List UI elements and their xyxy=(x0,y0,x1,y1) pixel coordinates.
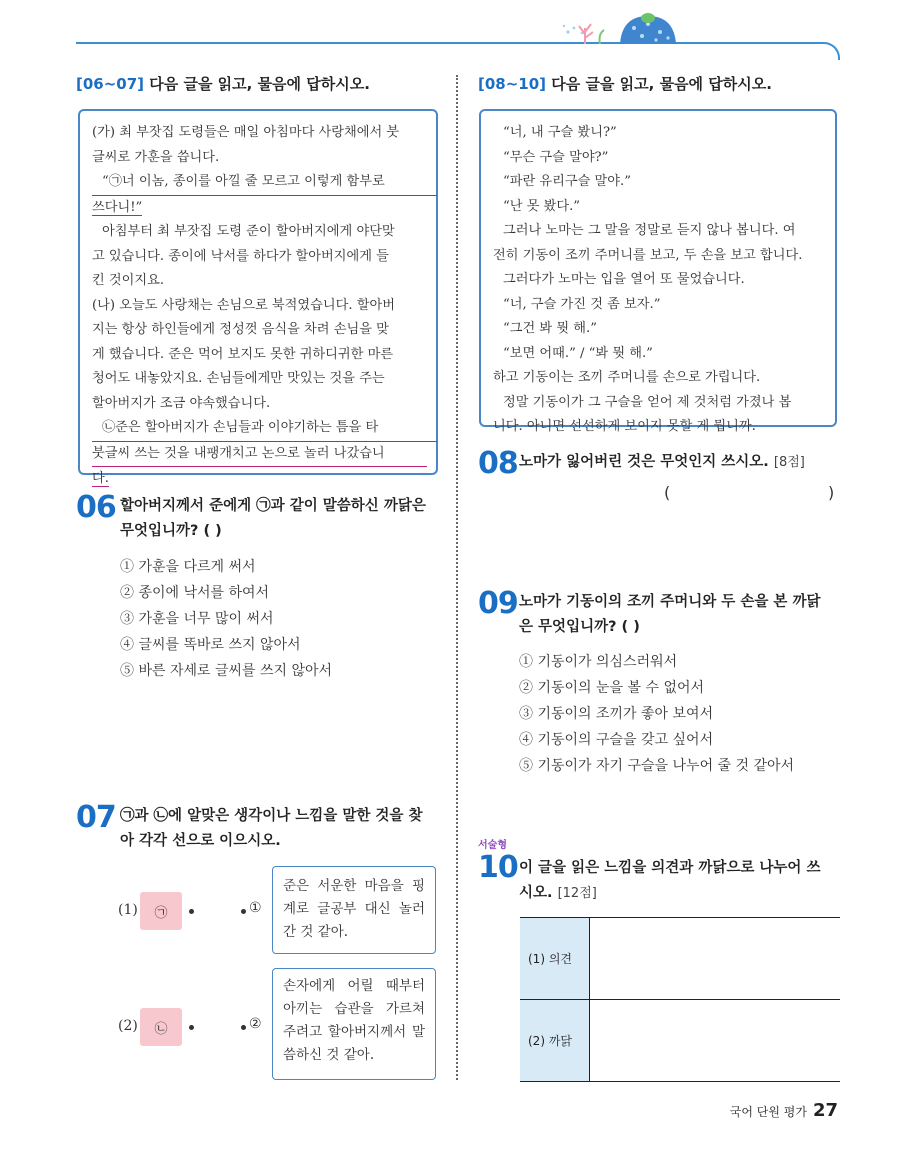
footer-label: 국어 단원 평가 xyxy=(729,1105,807,1119)
answer-table-10 xyxy=(520,917,840,1082)
passage-underlined-line-end: 다. xyxy=(92,471,109,486)
passage-line: “그건 봐 뭣 해.” xyxy=(503,321,597,336)
passage-line: 하고 기동이는 조끼 주머니를 손으로 가립니다. xyxy=(493,370,761,385)
match-left-chip-1: ㉠ xyxy=(140,892,182,930)
question-text-08: 노마가 잃어버린 것은 무엇인지 쓰시오. [8점] xyxy=(519,454,805,470)
passage-line: 청어도 내놓았지요. 손님들에게만 맛있는 것을 주는 xyxy=(92,371,385,386)
passage-line: 전히 기동이 조끼 주머니를 보고, 두 손을 보고 합니다. xyxy=(493,247,803,263)
answer-paren-close-08: ) xyxy=(828,483,835,502)
passage-line: “난 못 봤다.” xyxy=(503,198,581,214)
question-text-06: 할아버지께서 준에게 ㉠과 같이 말씀하신 까닭은 무엇입니까? ( ) xyxy=(120,498,426,539)
answer-field-reason[interactable] xyxy=(590,1000,841,1082)
passage-underlined-line: “㉠너 이놈, 종이를 아낄 줄 모르고 이렇게 함부로 xyxy=(92,170,437,196)
coral-decoration-icon xyxy=(560,10,680,44)
passage-line: 게 했습니다. 준은 먹어 보지도 못한 귀하디귀한 마른 xyxy=(92,346,394,362)
option-06-2[interactable]: ② 종이에 낙서를 하여서 xyxy=(120,585,270,601)
match-dot-left-2[interactable] xyxy=(189,1025,194,1030)
passage-line: 아침부터 최 부잣집 도령 준이 할아버지에게 야단맞 xyxy=(102,224,395,239)
question-text-09: 노마가 기동이의 조끼 주머니와 두 손을 본 까닭 은 무엇입니까? ( ) xyxy=(519,594,821,635)
passage-line: “너, 내 구슬 봤니?” xyxy=(503,125,617,140)
passage-box-left xyxy=(78,109,438,486)
match-dot-right-2[interactable] xyxy=(241,1025,246,1030)
option-06-5[interactable]: ⑤ 바른 자세로 글씨를 쓰지 않아서 xyxy=(120,663,333,679)
match-right-box-1: 준은 서운한 마음을 핑계로 글공부 대신 놀러 간 것 같아. xyxy=(272,866,436,954)
option-09-1[interactable]: ① 기동이가 의심스러워서 xyxy=(519,654,678,670)
header-rule-curve xyxy=(800,42,840,60)
page-number: 27 xyxy=(812,1100,838,1121)
question-number-06: 06 xyxy=(76,490,116,525)
section-heading-08-10: [08~10] 다음 글을 읽고, 물음에 답하시오. xyxy=(478,75,772,93)
section-heading-06-07: [06~07] 다음 글을 읽고, 물음에 답하시오. xyxy=(76,75,370,93)
option-09-4[interactable]: ④ 기동이의 구슬을 갖고 싶어서 xyxy=(519,732,714,748)
passage-line: “무슨 구슬 말야?” xyxy=(503,149,609,165)
match-dot-left-1[interactable] xyxy=(189,909,194,914)
question-number-07: 07 xyxy=(76,800,116,835)
option-06-3[interactable]: ③ 가훈을 너무 많이 써서 xyxy=(120,611,274,627)
answer-row-label-reason: (2) 까닭 xyxy=(520,1000,590,1082)
passage-line: 지는 항상 하인들에게 정성껏 음식을 차려 손님을 맞 xyxy=(92,322,389,337)
passage-line: (가) 최 부잣집 도령들은 매일 아침마다 사랑채에서 붓 xyxy=(92,125,400,140)
passage-line: “보면 어때.” / “봐 뭣 해.” xyxy=(503,345,653,361)
question-text-10: 이 글을 읽은 느낌을 의견과 까닭으로 나누어 쓰 시오. [12점] xyxy=(519,860,821,901)
passage-underlined-line-end: 쓰다니!” xyxy=(92,199,143,215)
answer-field-08[interactable] xyxy=(674,484,824,506)
option-06-1[interactable]: ① 가훈을 다르게 써서 xyxy=(120,559,256,575)
passage-underlined-line: ㉡준은 할아버지가 손님들과 이야기하는 틈을 타 xyxy=(92,416,437,442)
passage-underlined-line: 붓글씨 쓰는 것을 내팽개치고 논으로 놀러 나갔습니 xyxy=(92,442,427,468)
option-09-2[interactable]: ② 기동이의 눈을 볼 수 없어서 xyxy=(519,680,705,696)
passage-line: 할아버지가 조금 야속했습니다. xyxy=(92,395,271,411)
match-dot-right-1[interactable] xyxy=(241,909,246,914)
column-divider xyxy=(456,75,458,1080)
passage-line: 니다. 아니면 선선하게 보이지 못할 게 뭡니까. xyxy=(493,419,756,434)
passage-line: 정말 기동이가 그 구슬을 얻어 제 것처럼 가졌나 봅 xyxy=(503,394,792,410)
match-right-box-2: 손자에게 어릴 때부터 아끼는 습관을 가르쳐 주려고 할아버지께서 말씀하신 것 같아. xyxy=(272,968,436,1080)
passage-line: 그러나 노마는 그 말을 정말로 듣지 않나 봅니다. 여 xyxy=(503,223,796,238)
question-number-08: 08 xyxy=(478,446,518,481)
answer-field-opinion[interactable] xyxy=(590,918,841,1000)
question-number-09: 09 xyxy=(478,586,518,621)
match-right-num-2: ② xyxy=(249,1016,262,1032)
header-rule xyxy=(76,42,824,44)
match-left-label-2: (2) xyxy=(118,1018,138,1034)
passage-line: (나) 오늘도 사랑채는 손님으로 북적였습니다. 할아버 xyxy=(92,297,395,313)
passage-line: 고 있습니다. 종이에 낙서를 하다가 할아버지에게 들 xyxy=(92,248,389,264)
passage-line: “파란 유리구슬 말야.” xyxy=(503,174,631,189)
passage-line: 그러다가 노마는 입을 열어 또 물었습니다. xyxy=(503,272,745,287)
answer-paren-open-08: ( xyxy=(664,483,671,502)
option-06-4[interactable]: ④ 글씨를 똑바로 쓰지 않아서 xyxy=(120,637,301,653)
question-text-07: ㉠과 ㉡에 알맞은 생각이나 느낌을 말한 것을 찾 아 각각 선으로 이으시오. xyxy=(120,808,423,849)
passage-line: “너, 구슬 가진 것 좀 보자.” xyxy=(503,296,661,312)
option-09-3[interactable]: ③ 기동이의 조끼가 좋아 보여서 xyxy=(519,706,714,722)
answer-row-label-opinion: (1) 의견 xyxy=(520,918,590,1000)
question-number-10: 10 xyxy=(478,850,518,885)
passage-line: 킨 것이지요. xyxy=(92,273,165,288)
match-left-chip-2: ㉡ xyxy=(140,1008,182,1046)
match-right-num-1: ① xyxy=(249,900,262,916)
essay-badge: 서술형 xyxy=(478,840,507,851)
passage-box-right xyxy=(479,109,837,434)
option-09-5[interactable]: ⑤ 기동이가 자기 구슬을 나누어 줄 것 같아서 xyxy=(519,758,795,774)
page-footer xyxy=(730,1100,838,1121)
passage-line: 글씨로 가훈을 씁니다. xyxy=(92,149,220,165)
match-left-label-1: (1) xyxy=(118,902,138,918)
